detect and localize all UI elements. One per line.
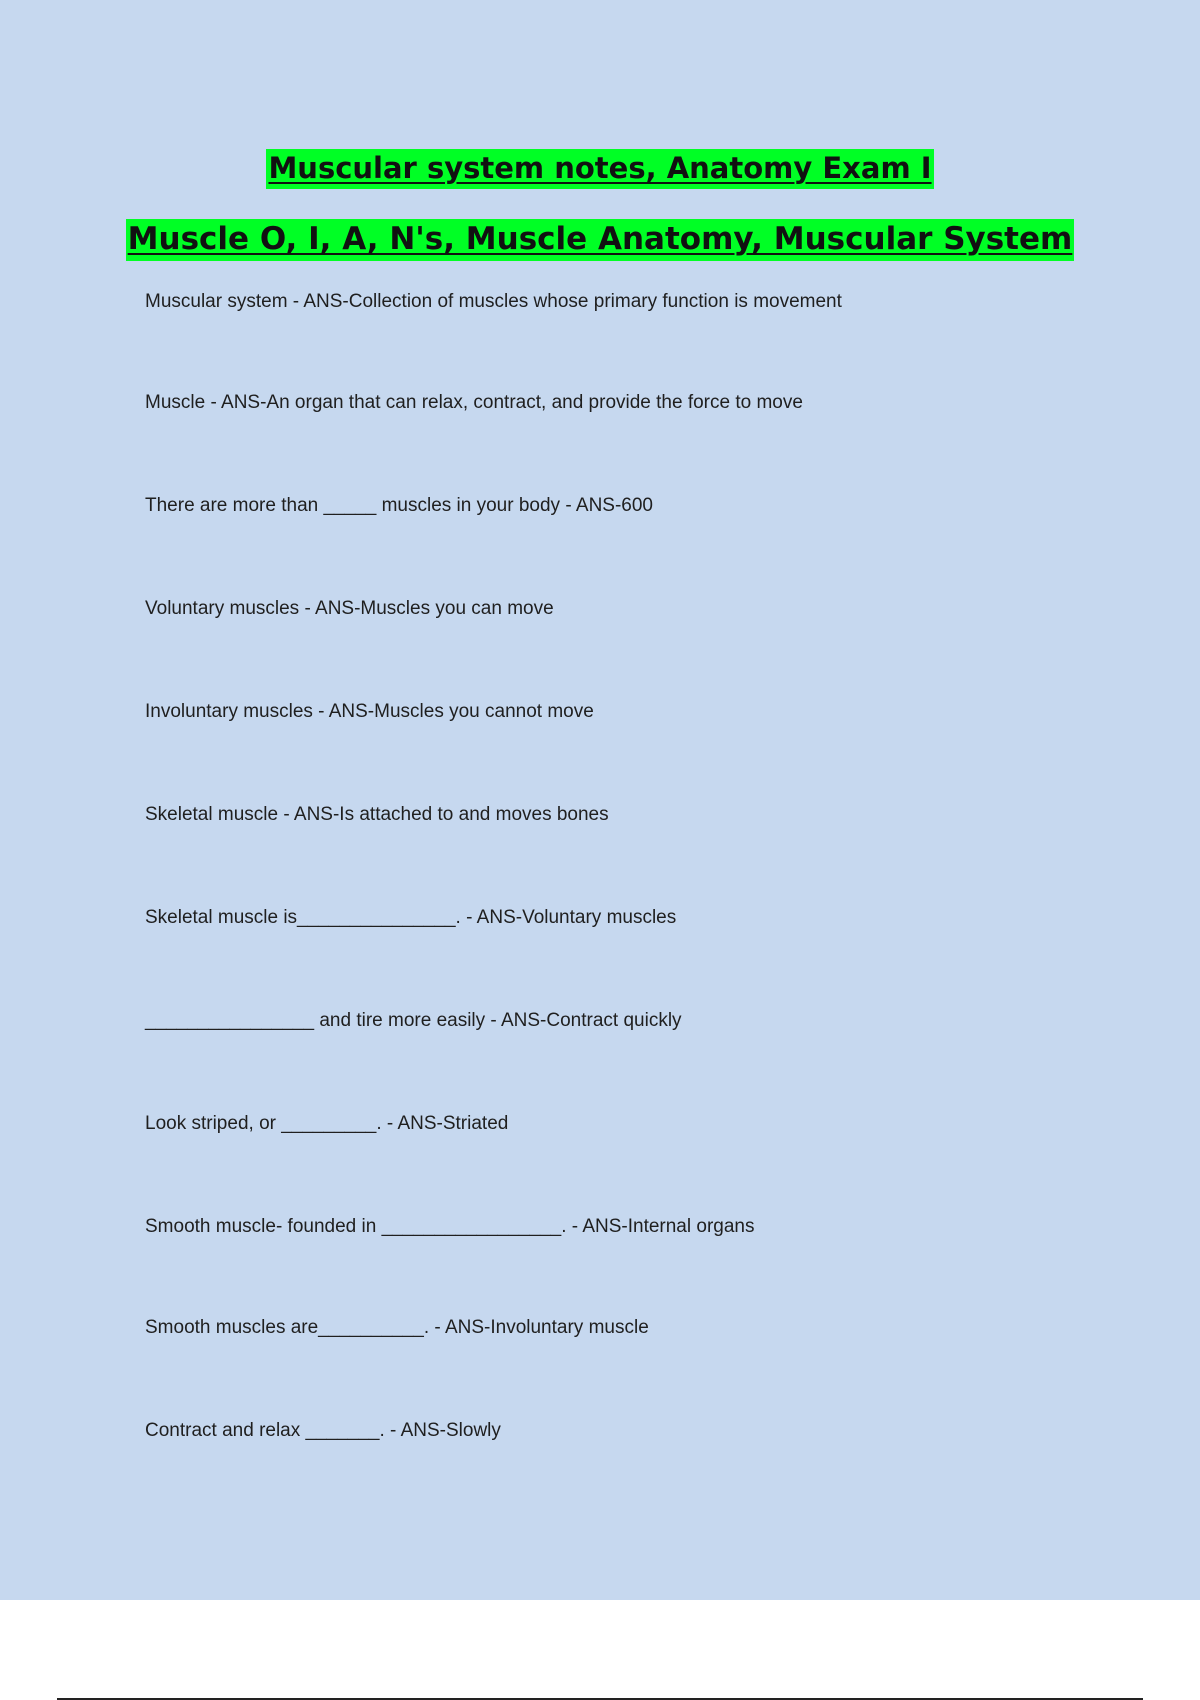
document-subtitle-text: Muscle O, I, A, N's, Muscle Anatomy, Muscular System [126,219,1075,261]
qa-item-contract-slowly: Contract and relax _______. - ANS-Slowly [145,1420,501,1441]
qa-item-striated: Look striped, or _________. - ANS-Striated [145,1113,509,1134]
qa-item-smooth-muscle-type: Smooth muscles are__________. - ANS-Involuntary muscle [145,1317,649,1338]
qa-item-contract-quickly: ________________ and tire more easily - ANS-Contract quickly [145,1010,682,1031]
qa-item-muscular-system: Muscular system - ANS-Collection of muscles whose primary function is movement [145,291,842,312]
qa-item-skeletal-muscle-type: Skeletal muscle is_______________. - ANS-Voluntary muscles [145,907,677,928]
qa-item-involuntary-muscles: Involuntary muscles - ANS-Muscles you cannot move [145,701,594,722]
document-subtitle [0,216,1200,262]
qa-item-muscle-count: There are more than _____ muscles in your body - ANS-600 [145,495,653,516]
qa-item-muscle: Muscle - ANS-An organ that can relax, contract, and provide the force to move [145,392,803,413]
qa-item-skeletal-muscle: Skeletal muscle - ANS-Is attached to and moves bones [145,804,609,825]
document-title-text: Muscular system notes, Anatomy Exam I [266,149,933,189]
qa-item-voluntary-muscles: Voluntary muscles - ANS-Muscles you can move [145,598,554,619]
qa-item-smooth-muscle-location: Smooth muscle- founded in _________________. - ANS-Internal organs [145,1216,755,1237]
document-title [0,146,1200,190]
